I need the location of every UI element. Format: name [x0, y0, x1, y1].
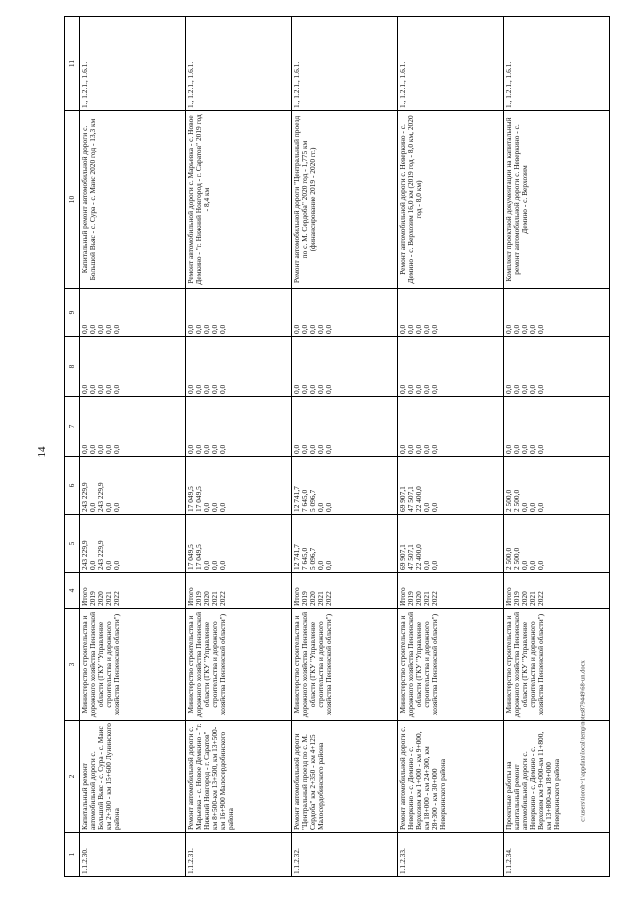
funding-value: 0,0 [201, 324, 211, 334]
funding-value: 0,0 [535, 444, 545, 454]
funding-c6 [186, 457, 292, 515]
funding-value: 0,0 [315, 384, 325, 394]
executor-cell: Министерство строительства и дорожного хозяйства Пензенской области (ГКУ "Управление строительства и дорожного хозяйства Пензенской области") [292, 609, 398, 721]
item-number: 1.1.2.30. [80, 833, 186, 877]
year-label: 2019 [193, 591, 203, 606]
col-header: 2 [65, 721, 80, 833]
item-number: 1.1.2.31. [186, 833, 292, 877]
funding-value: 0,0 [95, 384, 105, 394]
funding-value: 0,0 [421, 502, 431, 512]
table-row [292, 17, 398, 877]
funding-c6 [292, 457, 398, 515]
funding-value: 0,0 [299, 324, 309, 334]
funding-value: 0,0 [80, 384, 89, 394]
year-label: 2021 [315, 591, 325, 606]
item-number: 1.1.2.32. [292, 833, 398, 877]
funding-value: 0,0 [511, 384, 521, 394]
funding-value: 17 049,5 [193, 544, 203, 570]
year-label: Итого [186, 587, 195, 606]
funding-c9 [186, 289, 292, 337]
funding-value: 0,0 [217, 384, 227, 394]
funding-c9 [80, 289, 186, 337]
funding-c7 [292, 397, 398, 457]
target-indicator: 1., 1.2.1., 1.6.1. [80, 17, 186, 111]
funding-c7 [398, 397, 504, 457]
funding-value: 7 645,0 [299, 547, 309, 570]
funding-value: 22 400,0 [413, 486, 423, 512]
year-label: 2020 [95, 591, 105, 606]
col-header: 5 [65, 515, 80, 573]
funding-value: 0,0 [504, 444, 513, 454]
funding-value: 0,0 [413, 384, 423, 394]
funding-value: 0,0 [405, 384, 415, 394]
funding-value: 0,0 [315, 444, 325, 454]
funding-c9 [292, 289, 398, 337]
funding-c7 [504, 397, 610, 457]
year-label: 2019 [299, 591, 309, 606]
funding-value: 0,0 [209, 384, 219, 394]
funding-value: 0,0 [201, 502, 211, 512]
funding-value: 0,0 [535, 384, 545, 394]
funding-c7 [186, 397, 292, 457]
funding-value: 2 500,0 [511, 489, 521, 512]
item-number: 1.1.2.33. [398, 833, 504, 877]
year-label: 2019 [405, 591, 415, 606]
years-cell [186, 573, 292, 609]
funding-value: 0,0 [217, 560, 227, 570]
funding-value: 0,0 [299, 384, 309, 394]
funding-value: 0,0 [429, 444, 439, 454]
funding-value: 0,0 [103, 324, 113, 334]
year-label: 2022 [323, 591, 333, 606]
funding-value: 0,0 [315, 560, 325, 570]
result-cell: Комплект проектной документации на капитальный ремонт автомобильной дороги с. Неверкино - с. Демино - с. Верхозим [504, 111, 610, 289]
funding-value: 0,0 [307, 324, 317, 334]
event-name: Капитальный ремонт автомобильной дороги с. Большой Вьяс - с. Сура - с. Маис км 2+300 - км 15+600 Лунинского района [80, 721, 186, 833]
funding-value: 0,0 [429, 384, 439, 394]
funding-value: 0,0 [323, 324, 333, 334]
funding-value: 0,0 [292, 384, 301, 394]
funding-value: 0,0 [413, 324, 423, 334]
funding-value: 0,0 [519, 502, 529, 512]
funding-c8 [80, 337, 186, 397]
funding-value: 0,0 [511, 324, 521, 334]
funding-value: 12 741,7 [292, 544, 301, 570]
funding-c5 [80, 515, 186, 573]
target-indicator: 1., 1.2.1., 1.6.1. [292, 17, 398, 111]
funding-value: 243 229,9 [95, 482, 105, 512]
funding-value: 0,0 [217, 502, 227, 512]
funding-value: 0,0 [103, 502, 113, 512]
funding-value: 0,0 [429, 560, 439, 570]
executor-cell: Министерство строительства и дорожного хозяйства Пензенской области (ГКУ "Управление строительства и дорожного хозяйства Пензенской области") [80, 609, 186, 721]
event-name: Ремонт автомобильной дороги с. Марьевка - с. Новое Демкино - "г. Нижний Новгород - г. Саратов" км 8+500-км 13+500, км 13+500-км 16+900 Малосердобинского района [186, 721, 292, 833]
funding-value: 0,0 [323, 444, 333, 454]
funding-value: 0,0 [429, 502, 439, 512]
year-label: 2019 [511, 591, 521, 606]
funding-value: 0,0 [307, 384, 317, 394]
funding-value: 0,0 [111, 324, 121, 334]
funding-c8 [504, 337, 610, 397]
funding-value: 0,0 [527, 384, 537, 394]
funding-value: 0,0 [186, 324, 195, 334]
funding-value: 0,0 [80, 324, 89, 334]
funding-value: 0,0 [95, 324, 105, 334]
funding-value: 0,0 [504, 384, 513, 394]
funding-value: 0,0 [111, 444, 121, 454]
funding-value: 0,0 [103, 560, 113, 570]
years-cell [398, 573, 504, 609]
funding-value: 0,0 [209, 324, 219, 334]
funding-value: 0,0 [405, 444, 415, 454]
year-label: 2022 [111, 591, 121, 606]
year-label: 2020 [413, 591, 423, 606]
funding-value: 243 229,9 [95, 540, 105, 570]
col-header: 9 [65, 289, 80, 337]
funding-value: 47 507,1 [405, 486, 415, 512]
funding-c8 [186, 337, 292, 397]
col-header: 10 [65, 111, 80, 289]
funding-value: 0,0 [87, 324, 97, 334]
funding-value: 17 049,5 [186, 486, 195, 512]
rotated-page [64, 17, 612, 877]
funding-value: 0,0 [193, 324, 203, 334]
result-cell: Ремонт автомобильной дороги "Центральный проезд по с. М. Сердоба" 2020 год - 1,775 км (финансирование 2019 - 2020 гг.) [292, 111, 398, 289]
funding-value: 0,0 [186, 444, 195, 454]
funding-value: 0,0 [217, 324, 227, 334]
funding-c7 [80, 397, 186, 457]
years-cell [504, 573, 610, 609]
year-label: Итого [292, 587, 301, 606]
col-header: 1 [65, 833, 80, 877]
funding-value: 0,0 [111, 502, 121, 512]
funding-value: 0,0 [421, 324, 431, 334]
funding-value: 0,0 [307, 444, 317, 454]
funding-value: 0,0 [398, 324, 407, 334]
year-label: 2020 [519, 591, 529, 606]
funding-c8 [398, 337, 504, 397]
funding-value: 12 741,7 [292, 486, 301, 512]
funding-value: 0,0 [429, 324, 439, 334]
funding-value: 0,0 [299, 444, 309, 454]
funding-value: 2 500,0 [504, 489, 513, 512]
funding-value: 0,0 [103, 444, 113, 454]
funding-value: 0,0 [398, 444, 407, 454]
funding-c8 [292, 337, 398, 397]
funding-value: 0,0 [87, 444, 97, 454]
col-header: 11 [65, 17, 80, 111]
funding-value: 0,0 [193, 444, 203, 454]
funding-value: 2 500,0 [504, 547, 513, 570]
col-header: 8 [65, 337, 80, 397]
event-name: Проектные работы на капитальный ремонт автомобильной дороги с. Неверкино - с. Демино - с. Верхозим км 9+000-км 11+800, км 13+800-км 18+000 Неверкинского района [504, 721, 610, 833]
event-name: Ремонт автомобильной дороги "Центральный проезд по с. М. Сердоба" км 2+350 - км 4+125 Малосердобинского района [292, 721, 398, 833]
funding-value: 0,0 [209, 502, 219, 512]
year-label: 2020 [201, 591, 211, 606]
funding-value: 0,0 [87, 384, 97, 394]
year-label: 2021 [209, 591, 219, 606]
year-label: 2022 [429, 591, 439, 606]
col-header: 4 [65, 573, 80, 609]
year-label: 2022 [535, 591, 545, 606]
target-indicator: 1., 1.2.1., 1.6.1. [504, 17, 610, 111]
funding-value: 0,0 [504, 324, 513, 334]
year-label: 2020 [307, 591, 317, 606]
funding-value: 243 229,9 [80, 540, 89, 570]
col-header: 7 [65, 397, 80, 457]
funding-value: 2 500,0 [511, 547, 521, 570]
executor-cell: Министерство строительства и дорожного хозяйства Пензенской области (ГКУ "Управление строительства и дорожного хозяйства Пензенской области") [504, 609, 610, 721]
file-path-footer: c:\users\tioroh~1\appdata\local\temp\notes879449\68-un.docx [579, 660, 587, 822]
funding-value: 0,0 [292, 444, 301, 454]
funding-value: 0,0 [323, 560, 333, 570]
funding-value: 0,0 [527, 560, 537, 570]
result-cell: Ремонт автомобильной дороги с. Марьевка - с. Новое Демкино - "г. Нижний Новгород - г. Саратов" 2019 год - 8,4 км [186, 111, 292, 289]
result-cell: Капитальный ремонт автомобильной дороги с. Большой Вьяс - с. Сура - с. Маис 2020 год - 13,3 км [80, 111, 186, 289]
target-indicator: 1., 1.2.1., 1.6.1. [398, 17, 504, 111]
funding-value: 0,0 [527, 324, 537, 334]
table-row [186, 17, 292, 877]
funding-value: 0,0 [111, 384, 121, 394]
funding-value: 0,0 [527, 444, 537, 454]
year-label: Итого [504, 587, 513, 606]
funding-c6 [504, 457, 610, 515]
funding-value: 0,0 [535, 324, 545, 334]
executor-cell: Министерство строительства и дорожного хозяйства Пензенской области (ГКУ "Управление строительства и дорожного хозяйства Пензенской области") [186, 609, 292, 721]
funding-value: 0,0 [519, 560, 529, 570]
funding-value: 5 096,7 [307, 489, 317, 512]
funding-c5 [504, 515, 610, 573]
funding-value: 0,0 [421, 384, 431, 394]
executor-cell: Министерство строительства и дорожного хозяйства Пензенской области (ГКУ "Управление строительства и дорожного хозяйства Пензенской области") [398, 609, 504, 721]
year-label: 2021 [527, 591, 537, 606]
funding-value: 17 049,5 [186, 544, 195, 570]
year-label: 2021 [103, 591, 113, 606]
funding-value: 0,0 [111, 560, 121, 570]
years-cell [80, 573, 186, 609]
funding-value: 0,0 [511, 444, 521, 454]
result-cell: Ремонт автомобильной дороги с. Неверкино - с. Демино - с. Верхозим 16,0 км (2019 год - 8,0 км, 2020 год - 8,0 км) [398, 111, 504, 289]
years-cell [292, 573, 398, 609]
funding-value: 0,0 [315, 324, 325, 334]
funding-value: 0,0 [201, 444, 211, 454]
funding-value: 0,0 [405, 324, 415, 334]
funding-value: 22 400,0 [413, 544, 423, 570]
funding-value: 0,0 [209, 444, 219, 454]
funding-value: 0,0 [186, 384, 195, 394]
funding-value: 0,0 [421, 444, 431, 454]
funding-value: 0,0 [209, 560, 219, 570]
funding-c9 [398, 289, 504, 337]
funding-c5 [292, 515, 398, 573]
funding-value: 0,0 [527, 502, 537, 512]
program-table [64, 16, 610, 877]
funding-value: 243 229,9 [80, 482, 89, 512]
funding-value: 69 907,1 [398, 544, 407, 570]
funding-value: 0,0 [201, 384, 211, 394]
funding-value: 0,0 [201, 560, 211, 570]
page-number: 14 [36, 446, 48, 458]
funding-value: 0,0 [413, 444, 423, 454]
col-header: 3 [65, 609, 80, 721]
target-indicator: 1., 1.2.1., 1.6.1. [186, 17, 292, 111]
funding-value: 0,0 [535, 560, 545, 570]
funding-c9 [504, 289, 610, 337]
year-label: 2022 [217, 591, 227, 606]
funding-value: 0,0 [103, 384, 113, 394]
funding-value: 0,0 [519, 324, 529, 334]
year-label: Итого [398, 587, 407, 606]
funding-c6 [80, 457, 186, 515]
table-row [504, 17, 610, 877]
funding-value: 0,0 [535, 502, 545, 512]
year-label: 2021 [421, 591, 431, 606]
funding-value: 0,0 [292, 324, 301, 334]
year-label: Итого [80, 587, 89, 606]
funding-value: 0,0 [323, 384, 333, 394]
funding-value: 47 507,1 [405, 544, 415, 570]
funding-value: 0,0 [323, 502, 333, 512]
item-number: 1.1.2.34. [504, 833, 610, 877]
table-row [398, 17, 504, 877]
funding-value: 69 907,1 [398, 486, 407, 512]
funding-c5 [186, 515, 292, 573]
funding-c6 [398, 457, 504, 515]
funding-value: 0,0 [193, 384, 203, 394]
funding-value: 17 049,5 [193, 486, 203, 512]
funding-value: 7 645,0 [299, 489, 309, 512]
col-header: 6 [65, 457, 80, 515]
funding-c5 [398, 515, 504, 573]
funding-value: 0,0 [217, 444, 227, 454]
funding-value: 0,0 [421, 560, 431, 570]
year-label: 2019 [87, 591, 97, 606]
column-number-row [65, 17, 80, 877]
funding-value: 0,0 [398, 384, 407, 394]
table-row [80, 17, 186, 877]
funding-value: 0,0 [519, 444, 529, 454]
event-name: Ремонт автомобильной дороги с. Неверкино - с. Демино - с. Верхозим км 1+000 - км 9+000, км 18+000 - км 24+300, км 28+300 - км 30+000 Неверкинского района [398, 721, 504, 833]
funding-value: 0,0 [80, 444, 89, 454]
funding-value: 0,0 [95, 444, 105, 454]
funding-value: 0,0 [87, 502, 97, 512]
funding-value: 0,0 [87, 560, 97, 570]
funding-value: 0,0 [315, 502, 325, 512]
funding-value: 5 096,7 [307, 547, 317, 570]
funding-value: 0,0 [519, 384, 529, 394]
